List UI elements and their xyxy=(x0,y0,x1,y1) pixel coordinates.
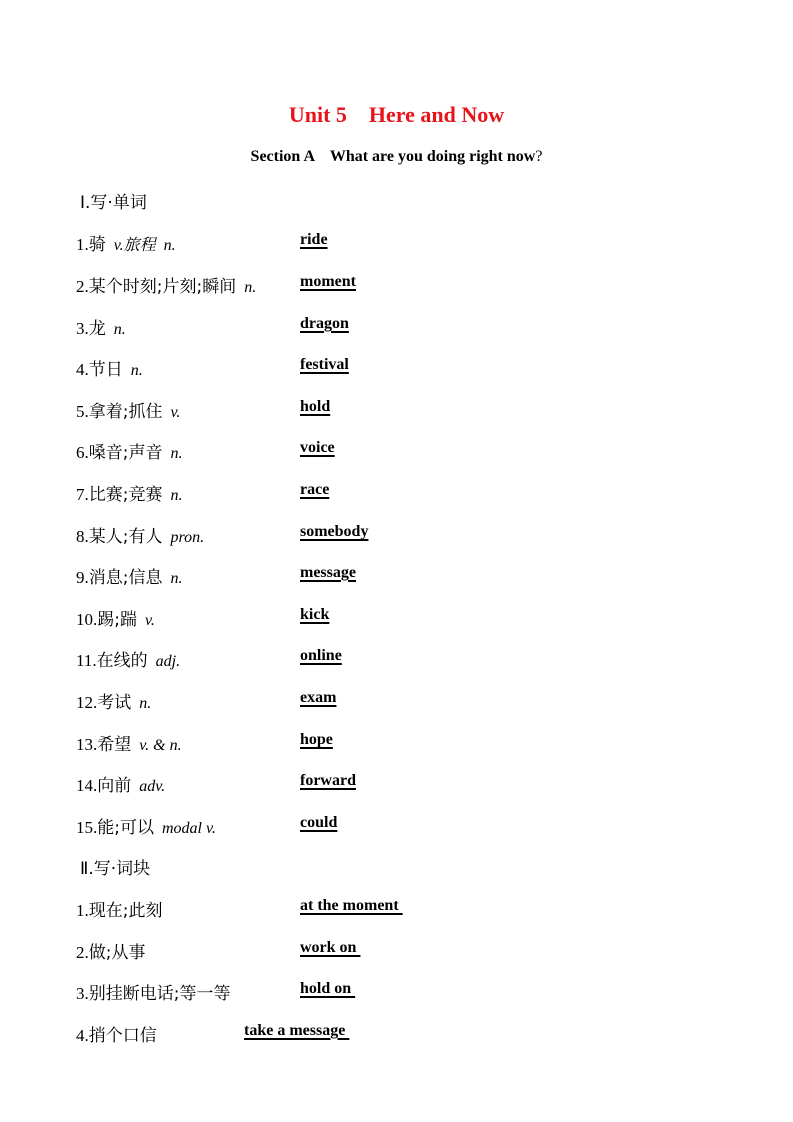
item-number: 6. xyxy=(76,443,89,462)
list-item xyxy=(76,813,756,837)
item-pos: adv. xyxy=(139,778,166,795)
item-pos: v. xyxy=(144,612,155,629)
section-heading-words: Ⅰ.写·单词 xyxy=(80,193,147,213)
list-item xyxy=(76,314,756,338)
list-item xyxy=(76,771,756,795)
item-number: 10. xyxy=(76,610,98,629)
item-pos: v. xyxy=(170,404,181,421)
item-answer: forward xyxy=(300,772,356,789)
item-pos: n. xyxy=(244,279,257,296)
item-answer: message xyxy=(300,564,356,581)
item-number: 14. xyxy=(76,776,98,795)
item-answer: hope xyxy=(300,731,333,748)
page-title: Unit 5 Here and Now xyxy=(288,102,505,127)
item-prompt xyxy=(76,480,182,505)
item-pos-2: n. xyxy=(163,237,176,254)
item-prompt xyxy=(76,813,216,838)
item-chinese: 龙 xyxy=(88,319,106,339)
item-answer: work on xyxy=(300,939,361,956)
item-pos: n. xyxy=(139,695,152,712)
item-prompt xyxy=(76,646,180,671)
item-prompt xyxy=(76,1021,157,1046)
list-item xyxy=(76,438,756,462)
item-number: 7. xyxy=(76,485,89,504)
item-answer: race xyxy=(300,481,330,498)
item-prompt xyxy=(76,979,230,1004)
item-answer: could xyxy=(300,814,338,831)
item-number: 5. xyxy=(76,402,89,421)
item-answer: moment xyxy=(300,273,356,290)
item-prompt xyxy=(76,272,256,297)
list-item xyxy=(76,355,756,379)
item-answer: at the moment xyxy=(300,897,403,914)
item-number: 9. xyxy=(76,568,89,587)
item-number: 3. xyxy=(76,984,89,1003)
item-prompt xyxy=(76,730,182,755)
item-prompt xyxy=(76,522,204,547)
item-chinese: 向前 xyxy=(97,776,132,796)
item-prompt xyxy=(76,438,182,463)
item-prompt xyxy=(76,605,155,630)
item-prompt xyxy=(76,563,182,588)
item-chinese: 做;从事 xyxy=(88,943,146,963)
item-chinese: 拿着;抓住 xyxy=(88,402,163,422)
item-pos: n. xyxy=(113,321,126,338)
item-answer: voice xyxy=(300,439,335,456)
item-chinese: 考试 xyxy=(97,693,132,713)
item-answer: ride xyxy=(300,231,328,248)
list-item xyxy=(76,605,756,629)
list-item xyxy=(76,730,756,754)
item-pos: n. xyxy=(170,445,183,462)
item-chinese: 捎个口信 xyxy=(88,1026,157,1046)
subtitle-text: Section A What are you doing right now xyxy=(250,148,536,165)
item-pos: modal v. xyxy=(161,820,216,837)
item-answer: online xyxy=(300,647,342,664)
item-answer: hold on xyxy=(300,980,356,997)
item-prompt xyxy=(76,355,143,380)
subtitle-question-mark: ? xyxy=(535,148,543,165)
list-item xyxy=(76,480,756,504)
item-answer: hold xyxy=(300,398,331,415)
item-number: 1. xyxy=(76,235,89,254)
item-prompt xyxy=(76,771,165,796)
section-subtitle xyxy=(0,148,793,166)
list-item xyxy=(76,688,756,712)
item-pos: adj. xyxy=(155,653,181,670)
item-prompt xyxy=(76,397,180,422)
item-chinese: 嗓音;声音 xyxy=(88,443,163,463)
item-chinese: 比赛;竞赛 xyxy=(88,485,163,505)
item-chinese: 踢;踹 xyxy=(97,610,137,630)
list-item xyxy=(76,896,756,920)
item-pos: n. xyxy=(130,362,143,379)
list-item xyxy=(76,938,756,962)
list-item xyxy=(76,272,756,296)
list-item xyxy=(76,646,756,670)
item-answer: somebody xyxy=(300,523,369,540)
item-prompt xyxy=(76,230,176,255)
list-item xyxy=(76,1021,756,1045)
list-item xyxy=(76,230,756,254)
list-item xyxy=(76,563,756,587)
item-answer: dragon xyxy=(300,315,349,332)
item-answer: festival xyxy=(300,356,349,373)
list-item xyxy=(76,979,756,1003)
item-chinese: 某人;有人 xyxy=(88,527,163,547)
item-chinese: 能;可以 xyxy=(97,818,154,838)
item-chinese: 在线的 xyxy=(96,651,148,671)
item-number: 4. xyxy=(76,360,89,379)
item-prompt xyxy=(76,314,126,339)
item-number: 13. xyxy=(76,735,98,754)
item-number: 11. xyxy=(76,651,97,670)
item-pos: v. & n. xyxy=(139,737,182,754)
item-pos: v.旅程 xyxy=(113,237,156,254)
item-number: 2. xyxy=(76,277,89,296)
item-number: 1. xyxy=(76,901,89,920)
item-answer: exam xyxy=(300,689,337,706)
item-chinese: 节日 xyxy=(88,360,123,380)
item-prompt xyxy=(76,938,145,963)
item-chinese: 某个时刻;片刻;瞬间 xyxy=(88,277,237,297)
item-prompt xyxy=(76,688,151,713)
item-pos: n. xyxy=(170,487,183,504)
item-number: 8. xyxy=(76,527,89,546)
item-answer: take a message xyxy=(244,1022,350,1039)
item-answer: kick xyxy=(300,606,330,623)
item-number: 2. xyxy=(76,943,89,962)
item-chinese: 现在;此刻 xyxy=(88,901,163,921)
list-item xyxy=(76,522,756,546)
item-chinese: 别挂断电话;等一等 xyxy=(88,984,231,1004)
item-pos: pron. xyxy=(170,529,205,546)
item-number: 15. xyxy=(76,818,98,837)
item-number: 3. xyxy=(76,319,89,338)
item-number: 4. xyxy=(76,1026,89,1045)
item-chinese: 希望 xyxy=(97,735,132,755)
list-item xyxy=(76,397,756,421)
section-heading-phrases: Ⅱ.写·词块 xyxy=(80,859,151,879)
item-prompt xyxy=(76,896,162,921)
item-chinese: 消息;信息 xyxy=(88,568,163,588)
item-number: 12. xyxy=(76,693,98,712)
item-chinese: 骑 xyxy=(88,235,106,255)
item-pos: n. xyxy=(170,570,183,587)
